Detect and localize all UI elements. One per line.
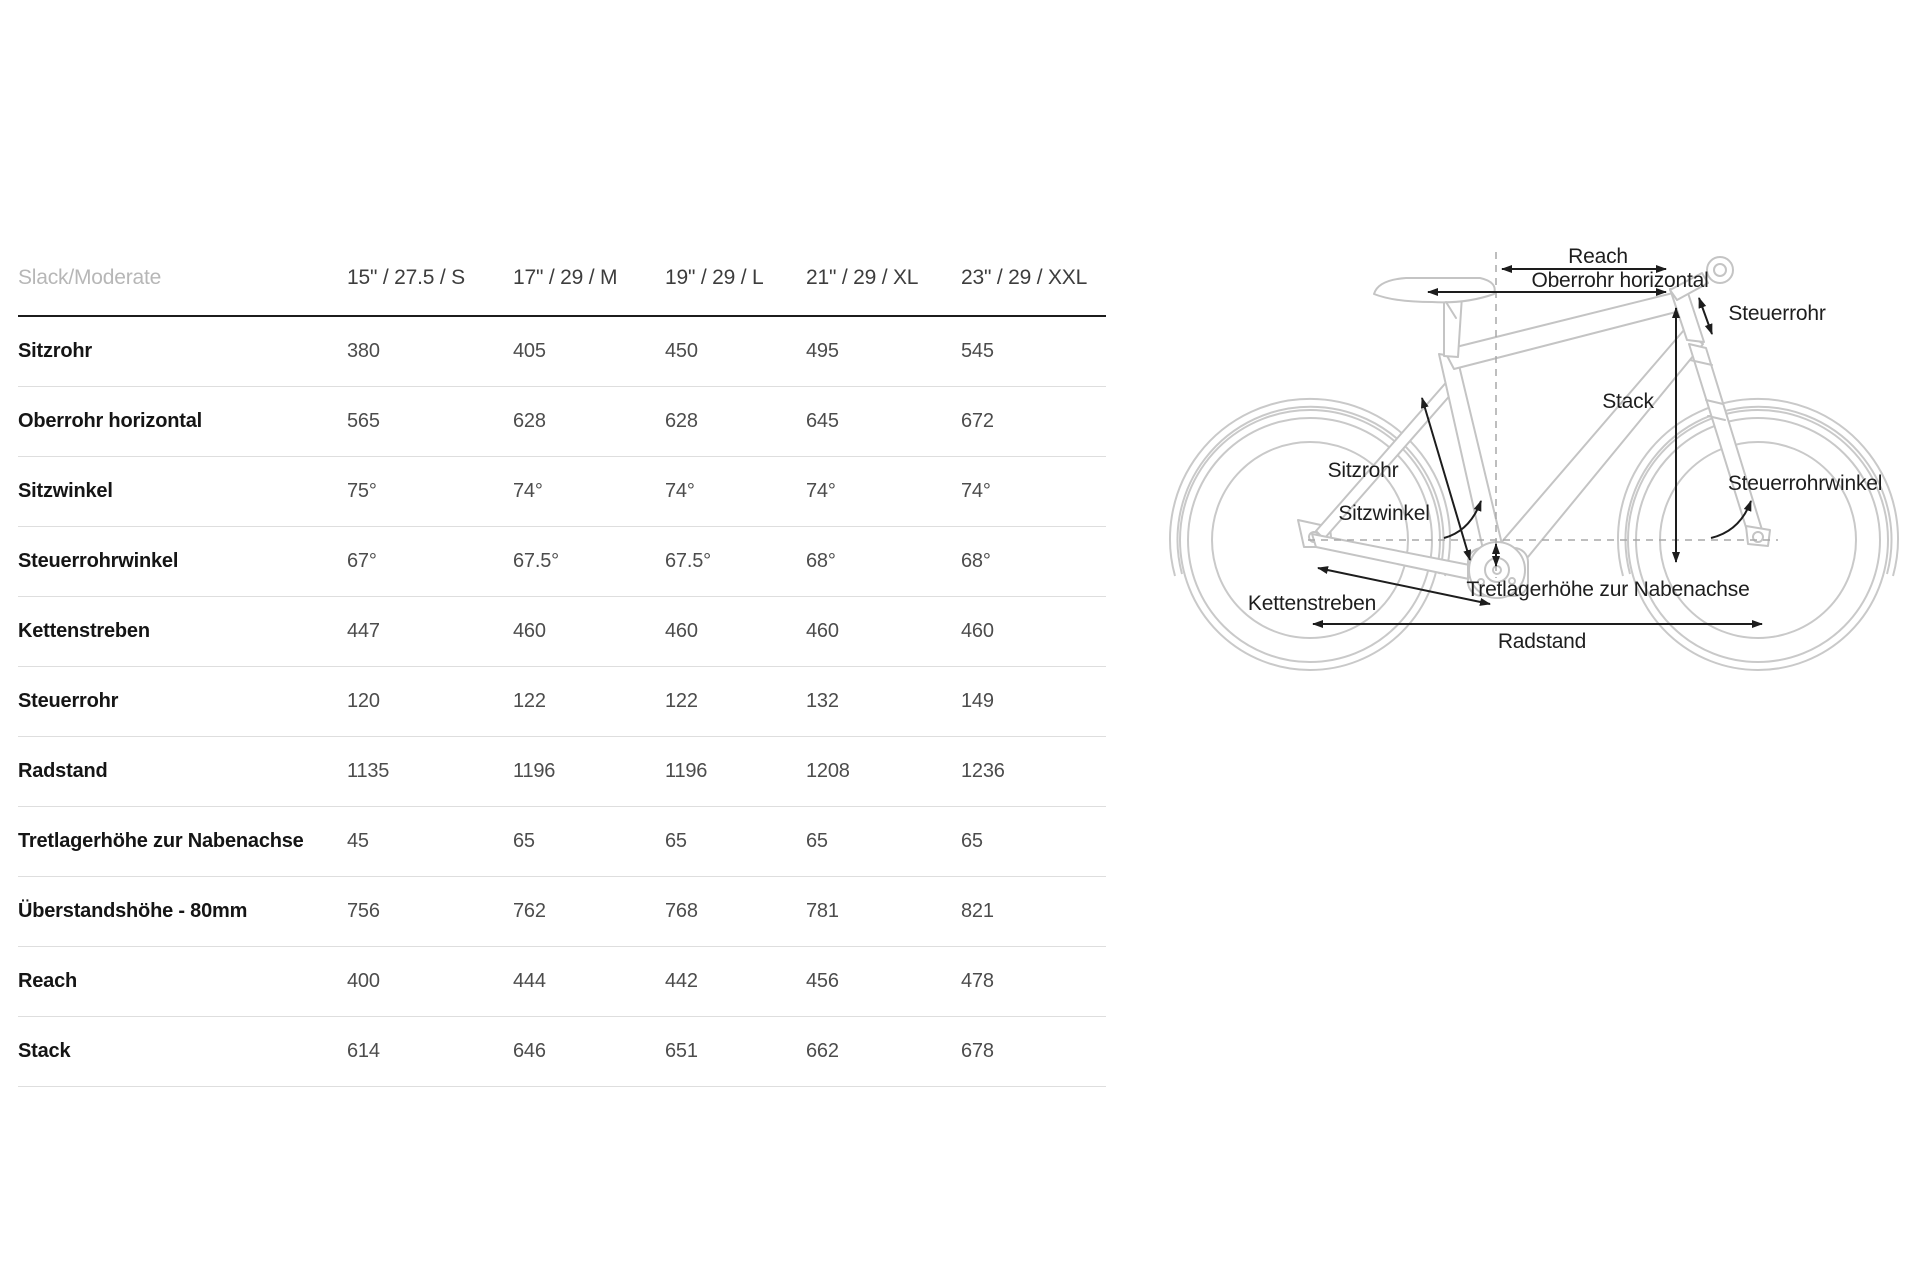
table-row-reach [18,947,1106,1017]
cell-value: 149 [961,690,994,712]
cell-value: 120 [347,690,380,712]
table-row-sitzwinkel [18,457,1106,527]
table-row-steuerrohrwinkel [18,527,1106,597]
cell-value: 65 [513,830,535,852]
column-header-size-s: 15" / 27.5 / S [347,265,465,289]
cell-value: 122 [513,690,546,712]
table-corner-label: Slack/Moderate [18,265,162,289]
steuerrohr-arrow [1699,298,1712,334]
cell-value: 460 [961,620,994,642]
cell-value: 444 [513,970,546,992]
row-label: Stack [18,1040,71,1062]
geometry-table [18,240,1106,1087]
cell-value: 65 [961,830,983,852]
column-header-size-m: 17" / 29 / M [513,265,618,289]
cell-value: 400 [347,970,380,992]
cell-value: 456 [806,970,839,992]
diagram-label-tretlagerhoehe: Tretlagerhöhe zur Nabenachse [1466,578,1750,601]
cell-value: 67.5° [665,550,711,572]
cell-value: 460 [806,620,839,642]
row-label: Kettenstreben [18,620,150,642]
table-row-oberrohr [18,387,1106,457]
cell-value: 45 [347,830,369,852]
table-row-radstand [18,737,1106,807]
seat-post [1444,296,1462,357]
row-label: Steuerrohrwinkel [18,550,179,572]
diagram-label-kettenstreben: Kettenstreben [1247,592,1377,615]
table-row-stack [18,1017,1106,1087]
column-header-size-xxl: 23" / 29 / XXL [961,265,1088,289]
cell-value: 1135 [347,760,390,782]
cell-value: 132 [806,690,839,712]
cell-value: 447 [347,620,380,642]
bike-geometry-diagram [1150,230,1910,710]
cell-value: 821 [961,900,994,922]
row-label: Steuerrohr [18,690,119,712]
row-label: Sitzrohr [18,340,92,362]
fork [1689,344,1763,537]
diagram-label-steuerrohrwinkel: Steuerrohrwinkel [1727,472,1883,495]
diagram-label-stack: Stack [1602,390,1654,413]
cell-value: 460 [513,620,546,642]
diagram-label-sitzrohr: Sitzrohr [1327,459,1399,482]
cell-value: 68° [961,550,991,572]
cell-value: 122 [665,690,698,712]
handlebar-grip [1707,257,1733,283]
cell-value: 1236 [961,760,1005,782]
cell-value: 756 [347,900,380,922]
cell-value: 672 [961,410,994,432]
cell-value: 442 [665,970,698,992]
frame-sketch [1298,257,1770,598]
cell-value: 1208 [806,760,850,782]
column-header-size-xl: 21" / 29 / XL [806,265,919,289]
cell-value: 1196 [513,760,556,782]
row-label: Oberrohr horizontal [18,410,202,432]
cell-value: 662 [806,1040,839,1062]
down-tube [1487,330,1703,574]
diagram-label-steuerrohr: Steuerrohr [1728,302,1826,325]
cell-value: 545 [961,340,994,362]
table-row-tretlagerhoehe [18,807,1106,877]
cell-value: 614 [347,1040,380,1062]
cell-value: 68° [806,550,836,572]
table-row-kettenstreben [18,597,1106,667]
table-row-sitzrohr [18,317,1106,387]
saddle [1374,278,1495,302]
top-tube [1444,292,1684,369]
cell-value: 565 [347,410,380,432]
row-label: Sitzwinkel [18,480,113,502]
table-row-steuerrohr [18,667,1106,737]
column-header-size-l: 19" / 29 / L [665,265,764,289]
cell-value: 781 [806,900,839,922]
cell-value: 67° [347,550,377,572]
cell-value: 67.5° [513,550,559,572]
cell-value: 460 [665,620,698,642]
cell-value: 646 [513,1040,546,1062]
cell-value: 1196 [665,760,708,782]
cell-value: 74° [513,480,543,502]
cell-value: 651 [665,1040,698,1062]
cell-value: 768 [665,900,698,922]
cell-value: 74° [806,480,836,502]
cell-value: 74° [665,480,695,502]
cell-value: 478 [961,970,994,992]
cell-value: 75° [347,480,377,502]
cell-value: 450 [665,340,698,362]
row-label: Tretlagerhöhe zur Nabenachse [18,830,304,852]
row-label: Reach [18,970,78,992]
row-label: Radstand [18,760,108,782]
cell-value: 65 [806,830,828,852]
cell-value: 65 [665,830,687,852]
cell-value: 405 [513,340,546,362]
cell-value: 645 [806,410,839,432]
cell-value: 380 [347,340,380,362]
table-row-ueberstandshoehe [18,877,1106,947]
diagram-label-sitzwinkel: Sitzwinkel [1338,502,1430,525]
cell-value: 628 [665,410,698,432]
cell-value: 74° [961,480,991,502]
table-header-row [18,240,1106,317]
cell-value: 628 [513,410,546,432]
diagram-label-radstand: Radstand [1497,630,1587,653]
diagram-label-oberrohr-horizontal: Oberrohr horizontal [1531,269,1709,292]
row-label: Überstandshöhe - 80mm [18,900,248,922]
cell-value: 762 [513,900,546,922]
diagram-label-reach: Reach [1568,245,1628,268]
cell-value: 495 [806,340,839,362]
cell-value: 678 [961,1040,994,1062]
